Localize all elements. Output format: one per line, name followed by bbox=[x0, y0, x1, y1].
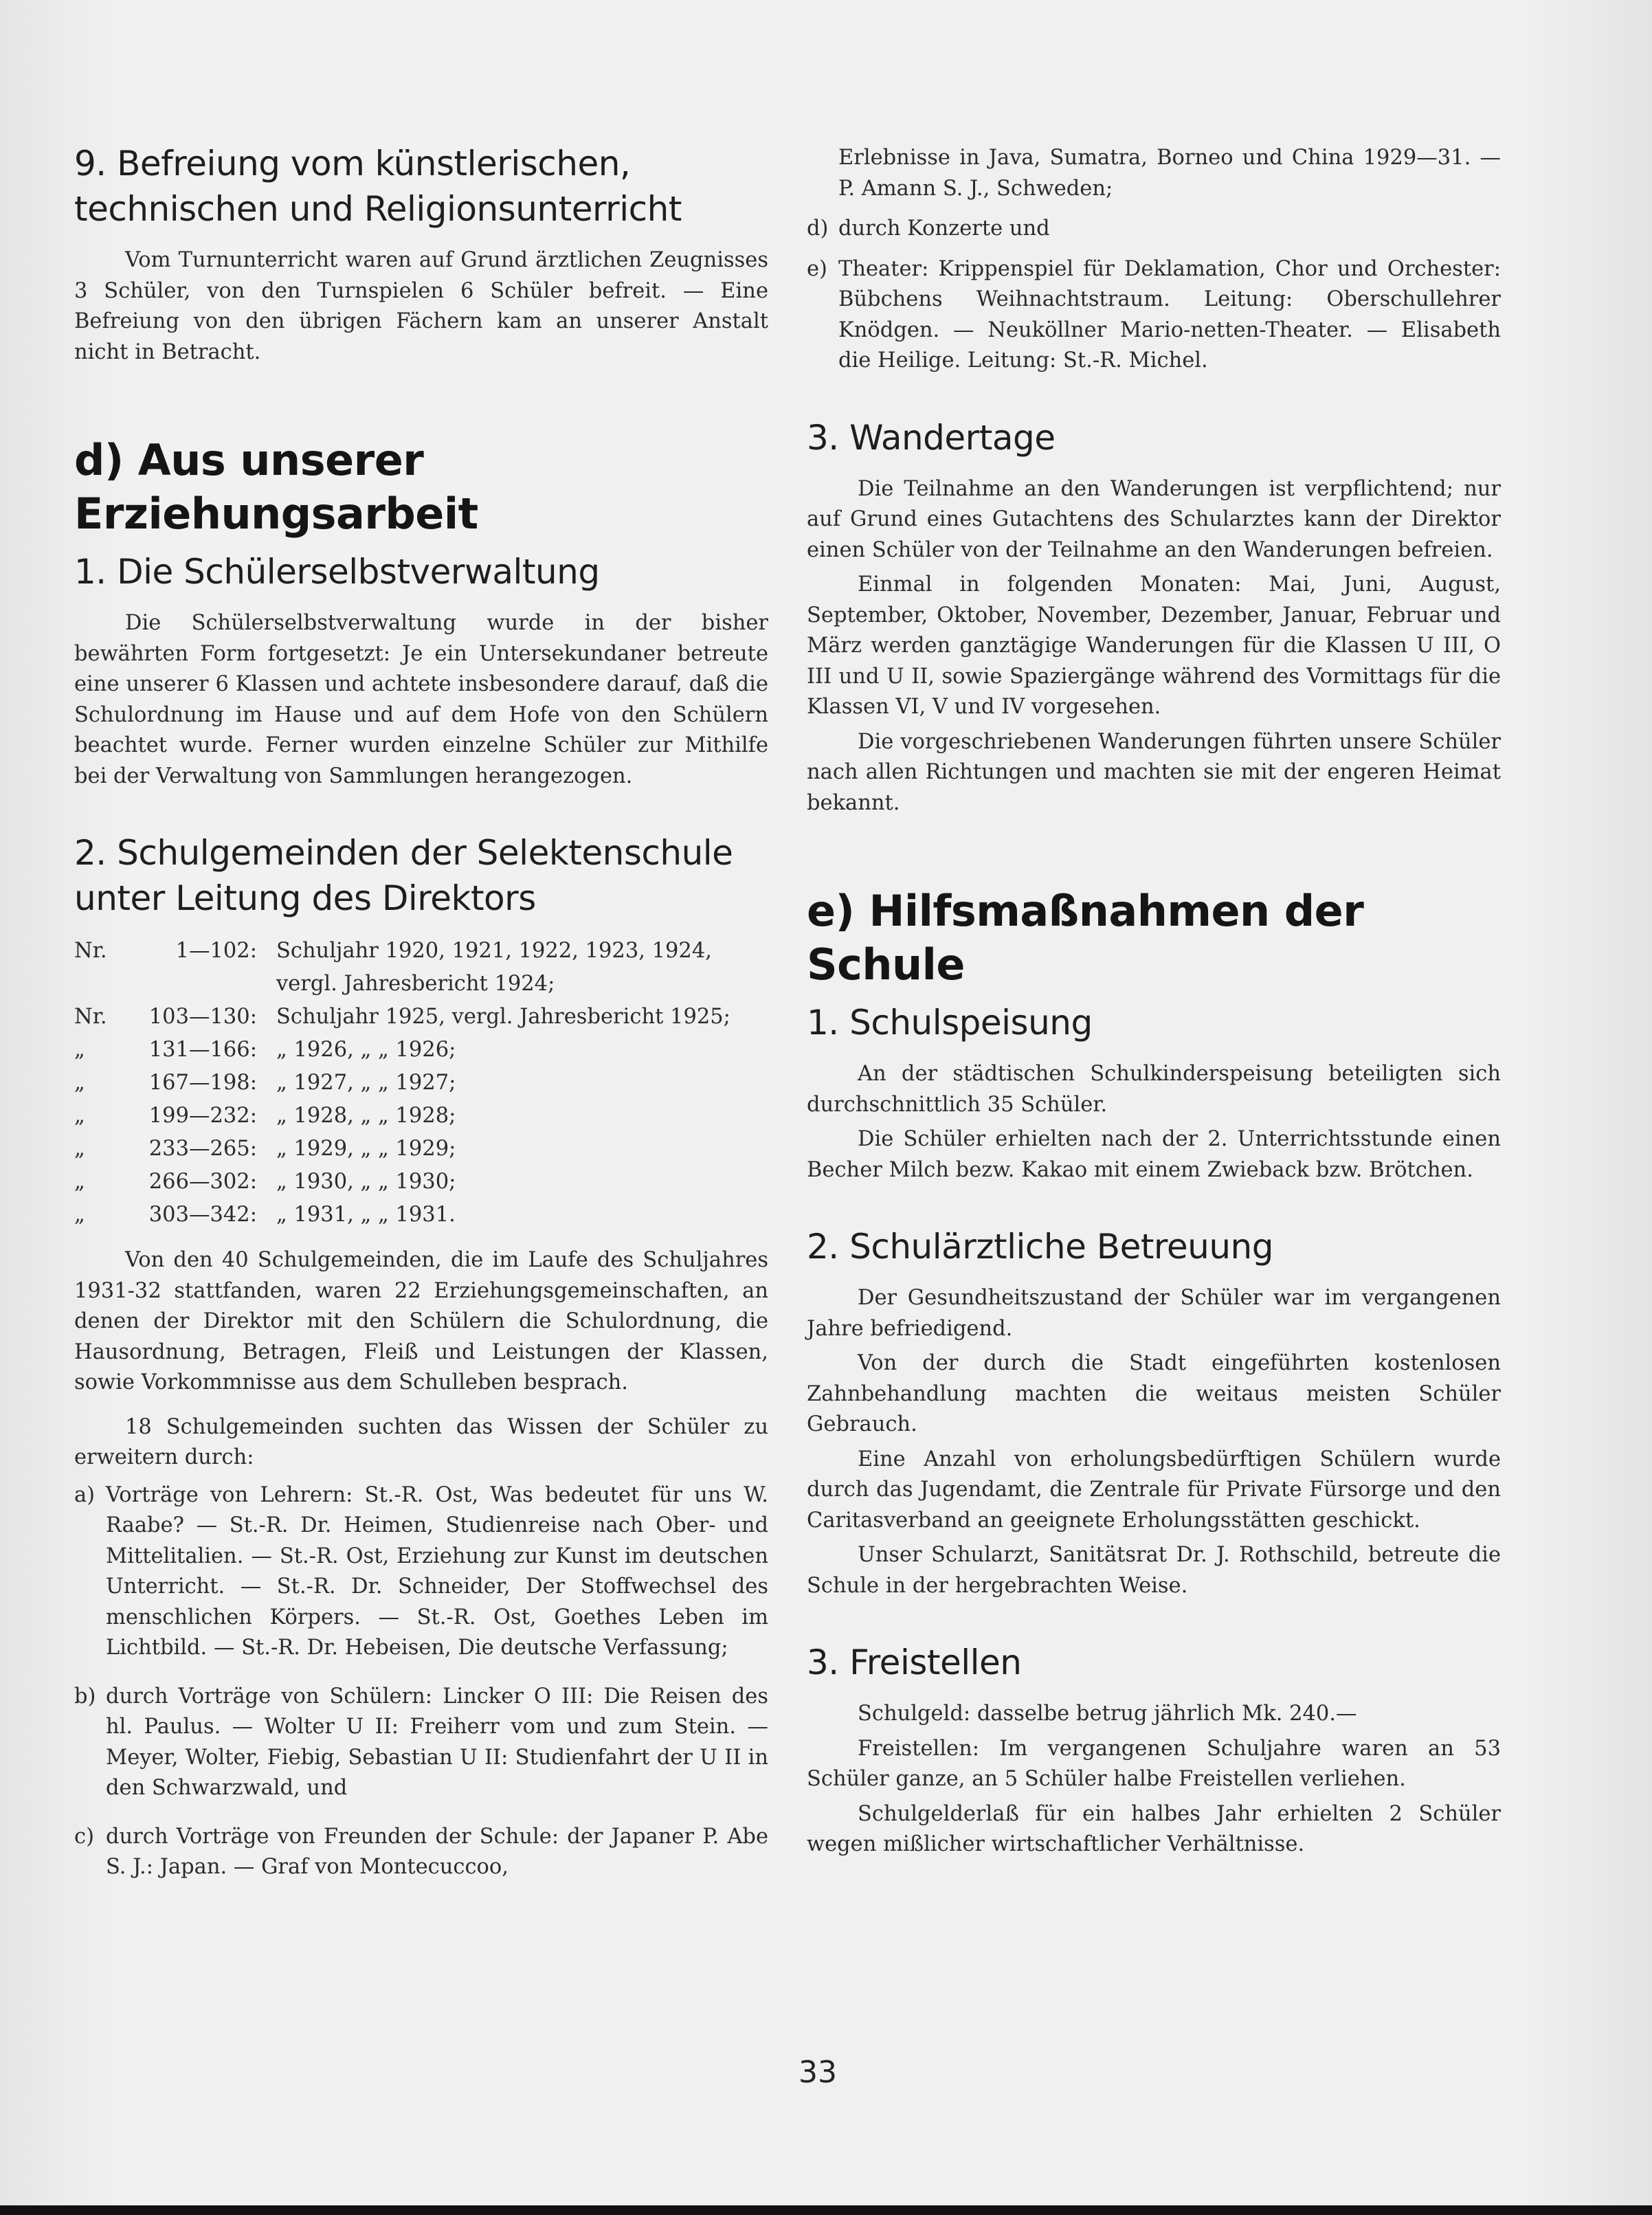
table-cell-range: 266—302: bbox=[148, 1170, 257, 1194]
chapter-heading-hilfsmassnahmen: e) Hilfsmaßnahmen der Schule bbox=[807, 886, 1364, 990]
table-cell-prefix: „ bbox=[74, 1104, 85, 1128]
section-heading-wandertage: 3. Wandertage bbox=[807, 417, 1056, 458]
right-column bbox=[807, 143, 1501, 1860]
table-row bbox=[74, 1001, 768, 1034]
table-cell-prefix: „ bbox=[74, 1038, 85, 1062]
paragraph-schulgemeinden-2: 18 Schulgemeinden suchten das Wissen der Schüler zu erweitern durch: bbox=[74, 1414, 768, 1469]
table-cell-range: 303—342: bbox=[148, 1203, 257, 1227]
section-heading-schulaerztliche-betreuung: 2. Schulärztliche Betreuung bbox=[807, 1227, 1273, 1267]
table-cell-description: Schuljahr 1920, 1921, 1922, 1923, 1924, bbox=[276, 939, 712, 963]
list-item-a bbox=[74, 1480, 768, 1664]
table-cell-range: 199—232: bbox=[148, 1104, 257, 1128]
table-row bbox=[74, 1067, 768, 1100]
paragraph-wandertage-1: Die Teilnahme an den Wanderungen ist verpflichtend; nur auf Grund eines Gutachtens des Schularztes kann der Direktor einen Schüler von der Teilnahme an den Wanderungen befreien. bbox=[807, 476, 1501, 562]
paragraph-schulspeisung-2: Die Schüler erhielten nach der 2. Unterrichtsstunde einen Becher Milch bezw. Kakao mit einem Zwieback bzw. Brötchen. bbox=[807, 1127, 1501, 1182]
section-heading-befreiung: 9. Befreiung vom künstlerischen, technischen und Religionsunterricht bbox=[74, 144, 682, 229]
section-heading-schulgemeinden: 2. Schulgemeinden der Selektenschule unter Leitung des Direktors bbox=[74, 833, 733, 918]
table-cell-prefix: Nr. bbox=[74, 939, 107, 963]
table-cell-description: Schuljahr 1925, vergl. Jahresbericht 1925; bbox=[276, 1005, 730, 1029]
section-heading-freistellen: 3. Freistellen bbox=[807, 1643, 1022, 1682]
list-label-d: d) bbox=[807, 216, 829, 241]
table-cell-range: 1—102: bbox=[175, 939, 257, 963]
paragraph-betreuung-2: Von der durch die Stadt eingeführten kostenlosen Zahnbehandlung machten die weitaus meisten Schüler Gebrauch. bbox=[807, 1351, 1501, 1436]
table-cell-range bbox=[140, 968, 276, 1001]
table-cell-prefix: Nr. bbox=[74, 1005, 107, 1029]
table-cell-prefix: „ bbox=[74, 1170, 85, 1194]
list-label-a: a) bbox=[74, 1482, 96, 1507]
paragraph-freistellen-2: Freistellen: Im vergangenen Schuljahre waren an 53 Schüler ganze, an 5 Schüler halbe Freistellen verliehen. bbox=[807, 1736, 1501, 1791]
list-text-c-continued: Erlebnisse in Java, Sumatra, Borneo und China 1929—31. — P. Amann S. J., Schweden; bbox=[838, 146, 1501, 201]
section-heading-schuelerselbstverwaltung: 1. Die Schülerselbstverwaltung bbox=[74, 552, 600, 592]
table-cell-description: „ 1930, „ „ 1930; bbox=[276, 1170, 456, 1194]
table-cell-description: „ 1927, „ „ 1927; bbox=[276, 1071, 456, 1095]
table-row bbox=[74, 935, 768, 968]
table-cell-prefix: „ bbox=[74, 1071, 85, 1095]
table-row bbox=[74, 1199, 768, 1232]
paragraph-freistellen-3: Schulgelderlaß für ein halbes Jahr erhielten 2 Schüler wegen mißlicher wirtschaftlicher Verhältnisse. bbox=[807, 1801, 1501, 1856]
list-label-c: c) bbox=[74, 1824, 94, 1849]
table-row bbox=[74, 1100, 768, 1133]
table-cell-prefix: „ bbox=[74, 1137, 85, 1161]
paragraph-schulgemeinden-1: Von den 40 Schulgemeinden, die im Laufe des Schuljahres 1931-32 stattfanden, waren 22 Erziehungsgemeinschaften, an denen der Direktor mit den Schülern die Schulordnung, die Hausordnung, Betragen, Fleiß und Leistungen der Klassen, sowie Vorkommnisse aus dem Schulleben besprach. bbox=[74, 1248, 768, 1394]
table-row bbox=[74, 1166, 768, 1199]
table-cell-range: 103—130: bbox=[148, 1005, 257, 1029]
table-cell-range: 167—198: bbox=[148, 1071, 257, 1095]
list-item-c bbox=[74, 1822, 768, 1883]
paragraph-wandertage-2: Einmal in folgenden Monaten: Mai, Juni, August, September, Oktober, November, Dezember, Januar, Februar und März werden ganztägige Wanderungen für die Klassen U III, O III und U II, sowie Spaziergänge während des Vormittags für die Klassen VI, V und IV vorgesehen. bbox=[807, 572, 1501, 719]
table-cell-description: „ 1929, „ „ 1929; bbox=[276, 1137, 456, 1161]
list-item-c-continued bbox=[807, 143, 1501, 204]
page-number: 33 bbox=[799, 2055, 837, 2090]
list-item-d bbox=[807, 214, 1501, 245]
list-text-e: Theater: Krippenspiel für Deklamation, Chor und Orchester: Bübchens Weihnachtstraum. Leitung: Oberschullehrer Knödgen. — Neuköllner Mario-netten-Theater. — Elisabeth die Heilige. Leitung: St.-R. Michel. bbox=[838, 256, 1501, 372]
table-row bbox=[74, 968, 768, 1001]
list-item-e bbox=[807, 254, 1501, 377]
table-cell-description: „ 1928, „ „ 1928; bbox=[276, 1104, 456, 1128]
list-label-b: b) bbox=[74, 1684, 96, 1708]
paragraph-befreiung: Vom Turnunterricht waren auf Grund ärztlichen Zeugnisses 3 Schüler, von den Turnspielen 6 Schüler befreit. — Eine Befreiung von den übrigen Fächern kam an unserer Anstalt nicht in Betracht. bbox=[74, 248, 768, 364]
left-column bbox=[74, 141, 768, 1883]
list-text-a: Vorträge von Lehrern: St.-R. Ost, Was bedeutet für uns W. Raabe? — St.-R. Dr. Heimen, Studienreise nach Ober- und Mittelitalien. — St.-R. Ost, Erziehung zur Kunst im deutschen Unterricht. — St.-R. Dr. Schneider, Der Stoffwechsel des menschlichen Körpers. — St.-R. Ost, Goethes Leben im Lichtbild. — St.-R. Dr. Hebeisen, Die deutsche Verfassung; bbox=[106, 1482, 768, 1660]
schulgemeinden-table bbox=[74, 935, 768, 1232]
paragraph-freistellen-1: Schulgeld: dasselbe betrug jährlich Mk. 240.— bbox=[858, 1702, 1357, 1726]
table-cell-prefix bbox=[74, 968, 140, 1001]
section-heading-schulspeisung: 1. Schulspeisung bbox=[807, 1003, 1093, 1043]
paragraph-betreuung-1: Der Gesundheitszustand der Schüler war im vergangenen Jahre befriedigend. bbox=[807, 1286, 1501, 1341]
paragraph-betreuung-4: Unser Schularzt, Sanitätsrat Dr. J. Rothschild, betreute die Schule in der hergebrachten Weise. bbox=[807, 1543, 1501, 1598]
table-cell-range: 131—166: bbox=[148, 1038, 257, 1062]
paragraph-betreuung-3: Eine Anzahl von erholungsbedürftigen Schülern wurde durch das Jugendamt, die Zentrale für Private Fürsorge und den Caritasverband an geeignete Erholungsstätten geschickt. bbox=[807, 1447, 1501, 1533]
table-cell-description: „ 1931, „ „ 1931. bbox=[276, 1203, 456, 1227]
table-cell-range: 233—265: bbox=[148, 1137, 257, 1161]
scan-edge bbox=[0, 2205, 1652, 2215]
table-row bbox=[74, 1034, 768, 1067]
table-cell-description: „ 1926, „ „ 1926; bbox=[276, 1038, 456, 1062]
list-text-d: durch Konzerte und bbox=[838, 216, 1050, 241]
paragraph-schuelerselbstverwaltung: Die Schülerselbstverwaltung wurde in der bisher bewährten Form fortgesetzt: Je ein Untersekundaner betreute eine unserer 6 Klassen und achtete insbesondere darauf, daß die Schulordnung im Hause und auf dem Hofe von den Schülern beachtet wurde. Ferner wurden einzelne Schüler zur Mithilfe bei der Verwaltung von Sammlungen herangezogen. bbox=[74, 611, 768, 788]
list-text-c: durch Vorträge von Freunden der Schule: der Japaner P. Abe S. J.: Japan. — Graf von Montecuccoo, bbox=[106, 1824, 768, 1879]
table-cell-description: vergl. Jahresbericht 1924; bbox=[276, 972, 555, 996]
chapter-heading-erziehungsarbeit: d) Aus unserer Erziehungsarbeit bbox=[74, 435, 478, 539]
paragraph-wandertage-3: Die vorgeschriebenen Wanderungen führten unsere Schüler nach allen Richtungen und machten sie mit der engeren Heimat bekannt. bbox=[807, 729, 1501, 815]
table-row bbox=[74, 1133, 768, 1166]
paragraph-schulspeisung-1: An der städtischen Schulkinderspeisung beteiligten sich durchschnittlich 35 Schüler. bbox=[807, 1062, 1501, 1117]
list-item-b bbox=[74, 1682, 768, 1804]
list-label-e: e) bbox=[807, 256, 827, 281]
table-cell-prefix: „ bbox=[74, 1203, 85, 1227]
list-text-b: durch Vorträge von Schülern: Lincker O III: Die Reisen des hl. Paulus. — Wolter U II: Freiherr vom und zum Stein. — Meyer, Wolter, Fiebig, Sebastian U II: Studienfahrt der U II in den Schwarzwald, und bbox=[106, 1684, 768, 1800]
